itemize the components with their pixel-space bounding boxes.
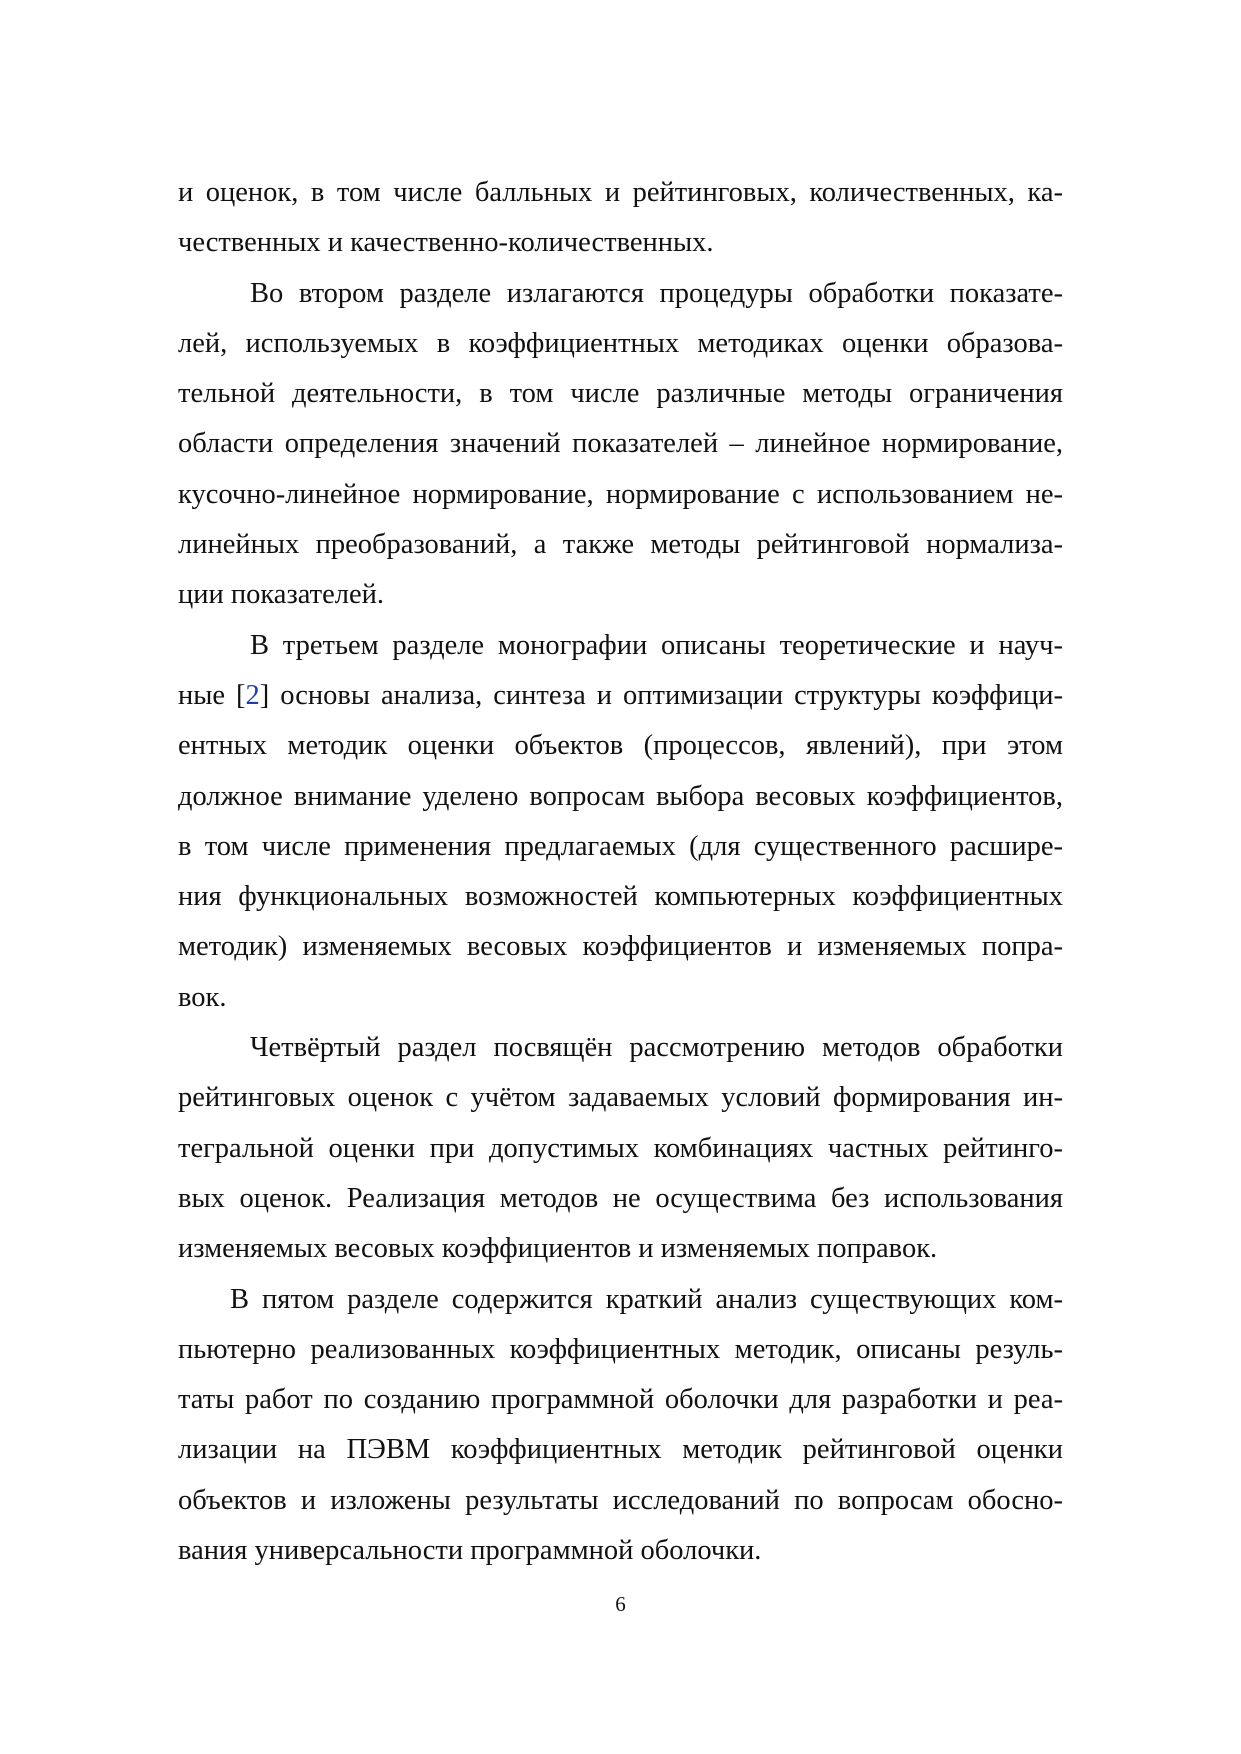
- text-fragment: основы анализа, синтеза и оптимизации структуры коэффици-: [269, 679, 1063, 711]
- text-line: линейных преобразований, а также методы рейтинговой нормализа-: [178, 529, 1063, 561]
- page-number: 6: [615, 1592, 626, 1616]
- text-line: рейтинговых оценок с учётом задаваемых условий формирования ин-: [178, 1082, 1063, 1114]
- paragraph-5: [178, 1275, 1063, 1577]
- text-line-with-reference: [178, 671, 1063, 721]
- text-line: области определения значений показателей – линейное нормирование,: [178, 428, 1063, 460]
- text-line: изменяемых весовых коэффициентов и изменяемых поправок.: [178, 1233, 938, 1265]
- body-text: [178, 168, 1063, 1576]
- text-line: ния функциональных возможностей компьютерных коэффициентных: [178, 881, 1063, 913]
- text-line: должное внимание уделено вопросам выбора весовых коэффициентов,: [178, 780, 1063, 812]
- text-line: методик) изменяемых весовых коэффициентов и изменяемых попра-: [178, 931, 1063, 963]
- paragraph-4: [178, 1023, 1063, 1274]
- text-line: лей, используемых в коэффициентных методиках оценки образова-: [178, 327, 1063, 359]
- text-line: вок.: [178, 981, 227, 1013]
- paragraph-3: [178, 621, 1063, 1023]
- text-line: ции показателей.: [178, 579, 384, 611]
- reference-close-bracket: ]: [259, 679, 270, 711]
- text-line: В третьем разделе монографии описаны теоретические и науч-: [250, 629, 1063, 661]
- text-line: кусочно-линейное нормирование, нормирование с использованием не-: [178, 478, 1063, 510]
- text-line: В пятом разделе содержится краткий анализ существующих ком-: [230, 1283, 1063, 1315]
- text-line: тегральной оценки при допустимых комбинациях частных рейтинго-: [178, 1132, 1063, 1164]
- text-line: ентных методик оценки объектов (процессов, явлений), при этом: [178, 730, 1063, 762]
- text-line: Четвёртый раздел посвящён рассмотрению методов обработки: [250, 1032, 1063, 1064]
- text-line: вания универсальности программной оболочки.: [178, 1535, 762, 1567]
- text-line: пьютерно реализованных коэффициентных методик, описаны резуль-: [178, 1333, 1063, 1365]
- text-line: Во втором разделе излагаются процедуры обработки показате-: [250, 277, 1063, 309]
- text-line: таты работ по созданию программной оболочки для разработки и реа-: [178, 1384, 1063, 1416]
- text-line: вых оценок. Реализация методов не осуществима без использования: [178, 1182, 1063, 1214]
- paragraph-2: [178, 269, 1063, 621]
- reference-link[interactable]: 2: [245, 679, 260, 711]
- text-line: объектов и изложены результаты исследований по вопросам обосно-: [178, 1484, 1063, 1516]
- paragraph-1: [178, 168, 1063, 269]
- text-line: в том числе применения предлагаемых (для существенного расшире-: [178, 830, 1063, 862]
- text-line: чественных и качественно-количественных.: [178, 227, 714, 259]
- text-line: и оценок, в том числе балльных и рейтинговых, количественных, ка-: [178, 177, 1063, 208]
- reference-open-bracket: [: [236, 679, 246, 711]
- text-line: тельной деятельности, в том числе различные методы ограничения: [178, 378, 1063, 410]
- text-fragment: ные: [178, 679, 237, 711]
- text-line: лизации на ПЭВМ коэффициентных методик рейтинговой оценки: [178, 1434, 1063, 1466]
